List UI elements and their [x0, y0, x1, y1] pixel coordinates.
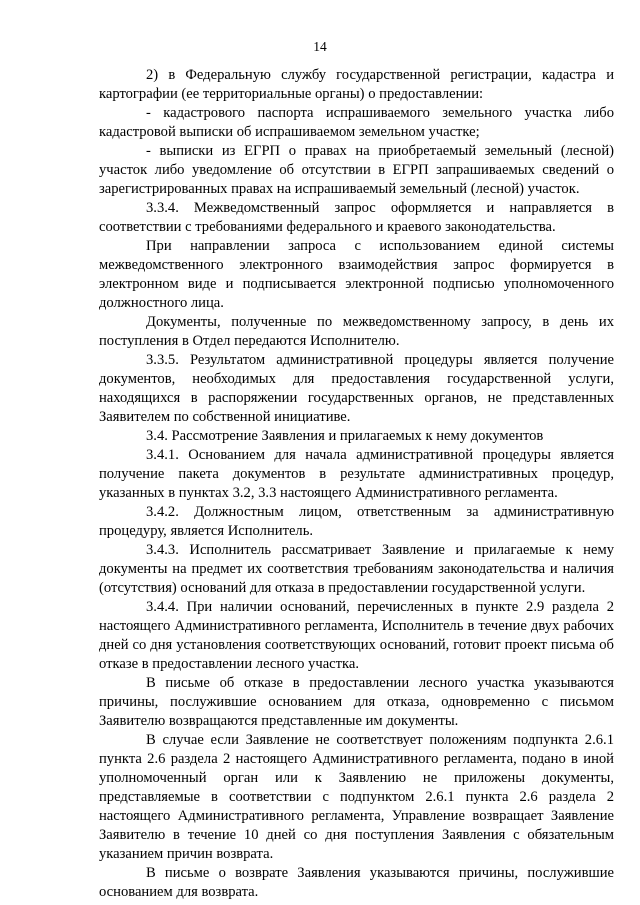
paragraph: При направлении запроса с использованием единой системы межведомственного электронного взаимодействия запрос формируется в электронном виде и подписывается электронной подписью уполномоченного должностного лица. — [99, 238, 614, 311]
paragraph: 3.4.2. Должностным лицом, ответственным за административную процедуру, является Исполнитель. — [99, 504, 614, 539]
paragraph: В письме о возврате Заявления указываются причины, послужившие основанием для возврата. — [99, 865, 614, 900]
paragraph: 3.3.4. Межведомственный запрос оформляется и направляется в соответствии с требованиями федерального и краевого законодательства. — [99, 200, 614, 235]
paragraph: 3.4.1. Основанием для начала административной процедуры является получение пакета документов в результате административных процедур, указанных в пунктах 3.2, 3.3 настоящего Административного регламента. — [99, 447, 614, 501]
paragraph: 3.4.3. Исполнитель рассматривает Заявление и прилагаемые к нему документы на предмет их соответствия требованиям законодательства и наличия (отсутствия) оснований для отказа в предоставлении государственной услуги. — [99, 542, 614, 596]
paragraph: Документы, полученные по межведомственному запросу, в день их поступления в Отдел передаются Исполнителю. — [99, 314, 614, 349]
paragraph: В письме об отказе в предоставлении лесного участка указываются причины, послужившие основанием для отказа, одновременно с письмом Заявителю возвращаются представленные им документы. — [99, 675, 614, 729]
section-heading: 3.4. Рассмотрение Заявления и прилагаемых к нему документов — [146, 428, 544, 444]
paragraph: В случае если Заявление не соответствует положениям подпункта 2.6.1 пункта 2.6 раздела 2 настоящего Административного регламента, подано в иной уполномоченный орган или к Заявлению не приложены документы, представляемые в соответствии с подпунктом 2.6.1 пункта 2.6 раздела 2 настоящего Административного регламента, Управление возвращает Заявление Заявителю в течение 10 дней со дня поступления Заявления с обязательным указанием причин возврата. — [99, 732, 614, 862]
document-body — [99, 66, 614, 902]
paragraph: 3.4.4. При наличии оснований, перечисленных в пункте 2.9 раздела 2 настоящего Административного регламента, Исполнитель в течение двух рабочих дней со дня установления соответствующих оснований, готовит проект письма об отказе в предоставлении лесного участка. — [99, 599, 614, 672]
paragraph: 2) в Федеральную службу государственной регистрации, кадастра и картографии (ее территориальные органы) о предоставлении: — [99, 67, 614, 102]
paragraph: - выписки из ЕГРП о правах на приобретаемый земельный (лесной) участок либо уведомление об отсутствии в ЕГРП запрашиваемых сведений о зарегистрированных правах на испрашиваемый земельный (лесной) участок. — [99, 143, 614, 197]
paragraph: - кадастрового паспорта испрашиваемого земельного участка либо кадастровой выписки об испрашиваемом земельном участке; — [99, 105, 614, 140]
paragraph: 3.3.5. Результатом административной процедуры является получение документов, необходимых для предоставления государственной услуги, находящихся в распоряжении государственных органов, не представленных Заявителем по собственной инициативе. — [99, 352, 614, 425]
page-number: 14 — [313, 39, 327, 54]
